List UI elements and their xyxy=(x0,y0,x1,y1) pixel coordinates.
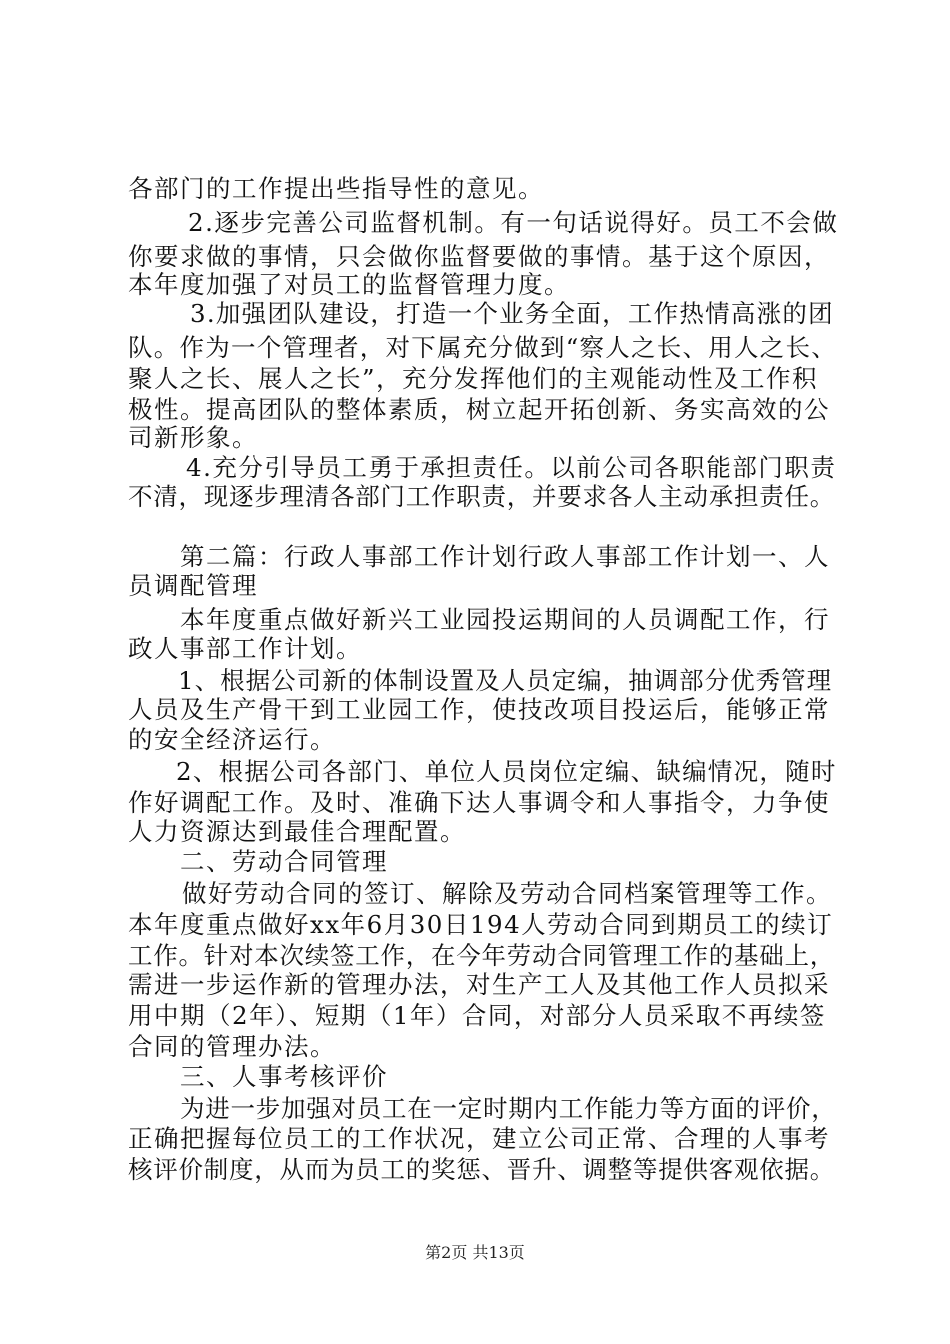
text-line: 聚人之长、展人之长”，充分发挥他们的主观能动性及工作积 xyxy=(128,364,819,393)
text-line: 需进一步运作新的管理办法，对生产工人及其他工作人员拟采 xyxy=(128,970,830,999)
text-line: 2.逐步完善公司监督机制。有一句话说得好。员工不会做 xyxy=(188,208,839,237)
text-line: 队。作为一个管理者，对下属充分做到“察人之长、用人之长、 xyxy=(128,333,838,362)
text-line: 工作。针对本次续签工作，在今年劳动合同管理工作的基础上， xyxy=(128,941,835,970)
text-line: 不清，现逐步理清各部门工作职责，并要求各人主动承担责任。 xyxy=(128,482,835,511)
text-line: 本年度重点做好xx年6月30日194人劳动合同到期员工的续订 xyxy=(128,910,834,939)
text-line: 本年度重点做好新兴工业园投运期间的人员调配工作，行 xyxy=(180,605,830,634)
subsection-heading: 二、劳动合同管理 xyxy=(180,847,388,876)
text-line: 3.加强团队建设，打造一个业务全面，工作热情高涨的团 xyxy=(190,299,834,328)
text-line: 各部门的工作提出些指导性的意见。 xyxy=(128,174,544,203)
text-line: 4.充分引导员工勇于承担责任。以前公司各职能部门职责 xyxy=(186,453,837,482)
text-line: 核评价制度，从而为员工的奖惩、晋升、调整等提供客观依据。 xyxy=(128,1155,835,1184)
text-line: 司新形象。 xyxy=(128,423,258,452)
section-heading: 员调配管理 xyxy=(128,571,258,600)
subsection-heading: 三、人事考核评价 xyxy=(180,1062,388,1091)
text-line: 政人事部工作计划。 xyxy=(128,634,362,663)
section-heading: 第二篇：行政人事部工作计划行政人事部工作计划一、人 xyxy=(180,542,830,571)
text-line: 的安全经济运行。 xyxy=(128,725,336,754)
page-number: 第2页 共13页 xyxy=(425,1243,525,1262)
text-line: 1、根据公司新的体制设置及人员定编，抽调部分优秀管理 xyxy=(178,666,833,695)
text-line: 用中期（2年）、短期（1年）合同，对部分人员采取不再续签 xyxy=(128,1001,826,1030)
text-line: 人力资源达到最佳合理配置。 xyxy=(128,817,466,846)
text-line: 你要求做的事情，只会做你监督要做的事情。基于这个原因， xyxy=(128,242,830,271)
text-line: 合同的管理办法。 xyxy=(128,1032,336,1061)
text-line: 人员及生产骨干到工业园工作，使技改项目投运后，能够正常 xyxy=(128,695,830,724)
text-line: 极性。提高团队的整体素质，树立起开拓创新、务实高效的公 xyxy=(128,395,830,424)
text-line: 正确把握每位员工的工作状况，建立公司正常、合理的人事考 xyxy=(128,1124,830,1153)
text-line: 2、根据公司各部门、单位人员岗位定编、缺编情况，随时 xyxy=(176,757,837,786)
text-line: 做好劳动合同的签订、解除及劳动合同档案管理等工作。 xyxy=(182,879,832,908)
text-line: 作好调配工作。及时、准确下达人事调令和人事指令，力争使 xyxy=(128,788,830,817)
text-line: 为进一步加强对员工在一定时期内工作能力等方面的评价， xyxy=(180,1094,837,1123)
text-line: 本年度加强了对员工的监督管理力度。 xyxy=(128,270,570,299)
